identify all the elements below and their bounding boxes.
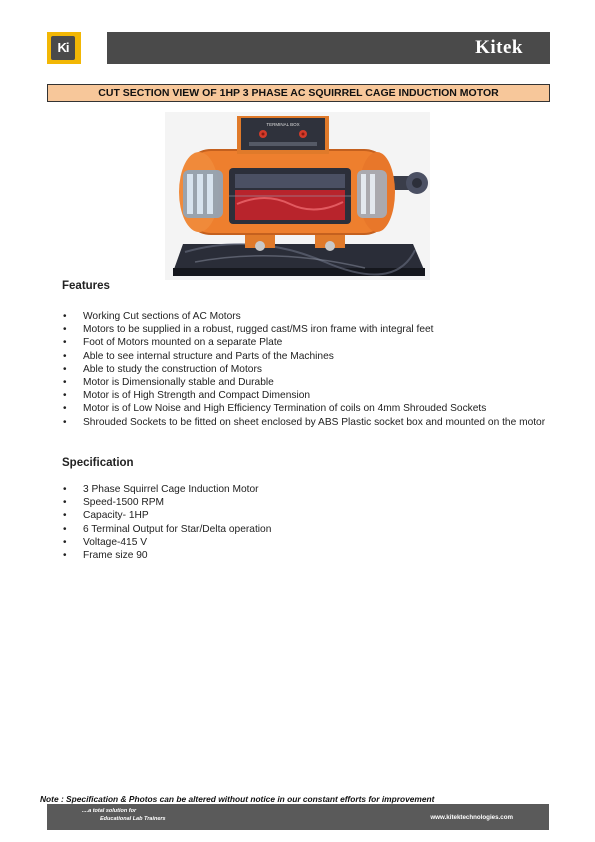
- specification-list: [62, 483, 557, 562]
- specification-heading: Specification: [62, 457, 134, 469]
- list-item: • Motor is of Low Noise and High Efficiency Termination of coils on 4mm Shrouded Sockets: [62, 402, 557, 415]
- disclaimer-note: Note : Specification & Photos can be altered without notice in our constant efforts for improvement: [40, 794, 435, 804]
- page-title: CUT SECTION VIEW OF 1HP 3 PHASE AC SQUIRREL CAGE INDUCTION MOTOR: [47, 84, 550, 102]
- list-item: • Speed-1500 RPM: [62, 496, 557, 509]
- footer-tagline-sub: Educational Lab Trainers: [100, 816, 166, 822]
- kitek-logo: [47, 32, 79, 64]
- list-item: • 6 Terminal Output for Star/Delta operation: [62, 523, 557, 536]
- list-item: • Shrouded Sockets to be fitted on sheet enclosed by ABS Plastic socket box and mounted on the motor: [62, 416, 557, 429]
- features-heading: Features: [62, 280, 110, 292]
- terminal-panel-label: TERMINAL BOX: [266, 122, 300, 127]
- footer-tagline: ....a total solution for: [82, 808, 137, 814]
- list-item: • Able to study the construction of Motors: [62, 363, 557, 376]
- list-item: • Frame size 90: [62, 549, 557, 562]
- list-item: • Motors to be supplied in a robust, rugged cast/MS iron frame with integral feet: [62, 323, 557, 336]
- list-item: • Voltage-415 V: [62, 536, 557, 549]
- brand-name: Kitek: [475, 37, 523, 58]
- features-list: [62, 310, 557, 429]
- logo-mark: Ki: [51, 36, 75, 60]
- list-item: • Able to see internal structure and Parts of the Machines: [62, 350, 557, 363]
- list-item: • Capacity- 1HP: [62, 509, 557, 522]
- logo-spacer: [81, 32, 107, 64]
- footer-website: www.kitektechnologies.com: [430, 814, 513, 821]
- list-item: • Working Cut sections of AC Motors: [62, 310, 557, 323]
- list-item: • Foot of Motors mounted on a separate Plate: [62, 336, 557, 349]
- list-item: • Motor is Dimensionally stable and Durable: [62, 376, 557, 389]
- list-item: • 3 Phase Squirrel Cage Induction Motor: [62, 483, 557, 496]
- list-item: • Motor is of High Strength and Compact Dimension: [62, 389, 557, 402]
- motor-photo: [165, 112, 430, 280]
